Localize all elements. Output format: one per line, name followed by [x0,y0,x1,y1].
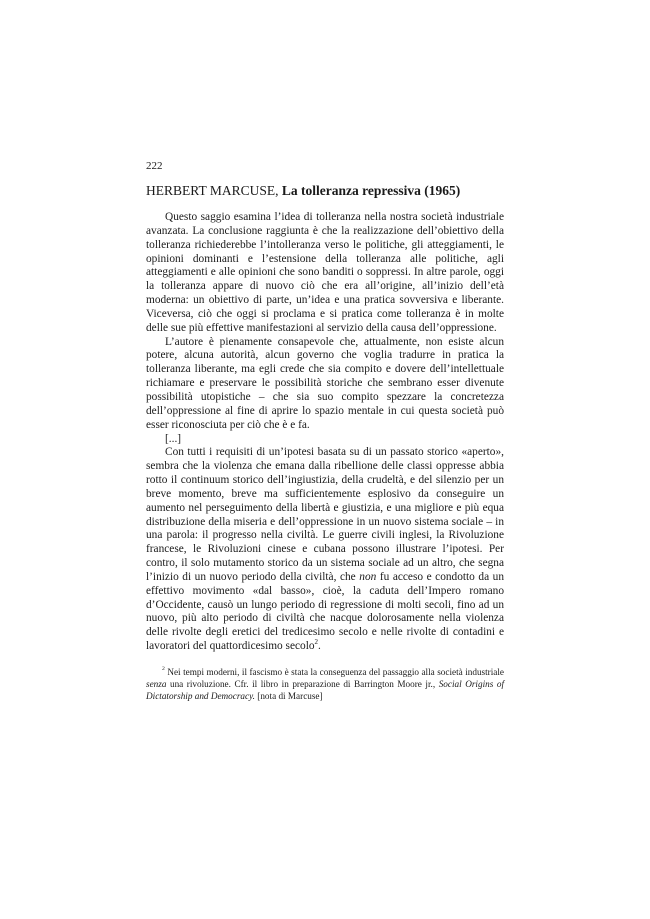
section-heading [146,183,516,199]
body-text [146,211,504,654]
paragraph: Questo saggio esamina l’idea di tolleranza nella nostra società industriale avanzata. La conclusione raggiunta è che la realizzazione dell’obiettivo della tolleranza richiederebbe l’intolleranza verso le politiche, gli atteggiamenti, le opinioni dominanti e l’estensione della tolleranza alle politiche, agli atteggiamenti e alle opinioni che sono banditi o soppressi. In altre parole, oggi la tolleranza appare di nuovo ciò che era all’origine, all’inizio dell’età moderna: un obiettivo di parte, un’idea e una pratica sovversiva e liberante. Viceversa, ciò che oggi si proclama e si pratica come tolleranza è in molte delle sue più effettive manifestazioni al servizio della causa dell’oppressione. [146,211,504,334]
cited-title: Social Origins of Dictatorship and Democracy. [146,678,504,701]
page-number: 222 [146,160,163,172]
emphasis: non [359,570,377,583]
omission-mark: [...] [165,432,182,445]
paragraph: L’autore è pienamente consapevole che, attualmente, non esiste alcun potere, alcuna autorità, alcun governo che voglia tradurre in pratica la tolleranza liberante, ma egli crede che sia compito e dovere dell’intellettuale richiamare e preservare le possibilità storiche che sembrano esser divenute possibilità utopistiche – che sia suo compito spezzare la concretezza dell’oppressione al fine di aprire lo spazio mentale in cui questa società può esser riconosciuta per ciò che è e fa. [146,335,504,431]
heading-author: HERBERT MARCUSE, [146,183,282,198]
footnote: $^2$ Nei tempi moderni, il fascismo è stata la conseguenza del passaggio alla società industriale senza una rivoluzione. Cfr. il libro in preparazione di Barrington Moore jr., Social Origins of Dictatorship and Democracy. [nota di Marcuse] [146,666,504,701]
heading-title: La tolleranza repressiva (1965) [281,183,461,198]
paragraph: Con tutti i requisiti di un’ipotesi basata su di un passato storico «aperto», sembra che la violenza che emana dalla ribellione delle classi oppresse abbia rotto il continuum storico dell’ingiustizia, della crudeltà, e del silenzio per un breve momento, breve ma sufficientemente esplosivo da conseguire un aumento nel perseguimento della libertà e giustizia, e una migliore e più equa distribuzione della miseria e dell’oppressione in un nuovo sistema sociale – in una parola: il progresso nella civiltà. Le guerre civili inglesi, la Rivoluzione francese, le Rivoluzioni cinese e cubana possono illustrare l’ipotesi. Per contro, il solo mutamento storico da un sistema sociale ad un altro, che segna l’inizio di un nuovo periodo della civiltà, che non fu acceso e condotto da un effettivo movimento «dal basso», cioè, la caduta dell’Impero romano d’Occidente, causò un lungo periodo di regressione di molti secoli, fino ad un nuovo, più alto periodo di civiltà che nacque dolorosamente nella violenza delle rivolte degli eretici del tredicesimo secolo e nelle rivolte di contadini e lavoratori del quattordicesimo secolo$^2$. [146,446,504,653]
footnote-reference: 2 [314,637,319,646]
footnote-marker: 2 [162,666,165,673]
